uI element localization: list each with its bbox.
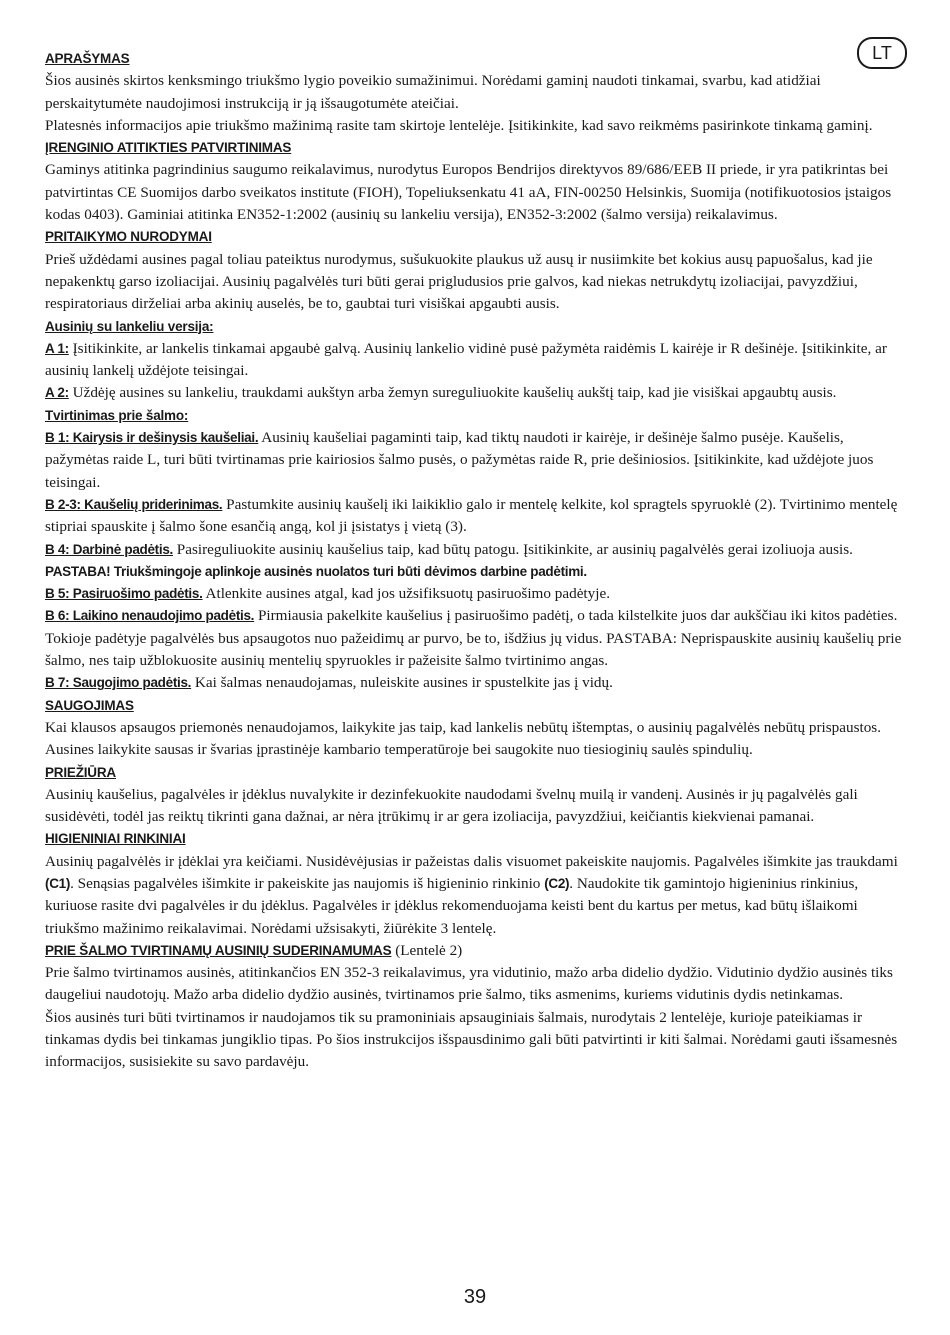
step-label: B 2-3: Kaušelių priderinimas.: [45, 496, 223, 512]
heading-suffix: (Lentelė 2): [391, 941, 463, 959]
step-text: Ausinių kaušeliai pagaminti taip, kad tiktų naudoti ir kairėje, ir dešinėje šalmo pusėje. Kaušelis, pažymėtas raide L, turi būti tvirtinamas prie kairiosios šalmo pusės, o pažymėtas raide R, prie dešiniosios. Įsitikinkite, kad uždėjote juos teisingai.: [45, 429, 874, 491]
heading-helmet-compatibility: PRIE ŠALMO TVIRTINAMŲ AUSINIŲ SUDERINAMUMAS: [45, 942, 392, 958]
step-b4: [45, 539, 910, 584]
paragraph: [45, 851, 910, 940]
figure-ref-c2: (C2): [544, 875, 570, 891]
step-text: Pasireguliuokite ausinių kaušelius taip, kad būtų patogu. Įsitikinkite, ar ausinių pagalvėlės gerai izoliuoja ausis.: [172, 540, 853, 558]
step-text: Atlenkite ausines atgal, kad jos užsifiksuotų pasiruošimo padėtyje.: [202, 585, 611, 603]
step-label: B 1: Kairysis ir dešinysis kaušeliai.: [45, 430, 259, 446]
step-label: B 7: Saugojimo padėtis.: [45, 675, 192, 691]
step-text: Uždėję ausines su lankeliu, traukdami aukštyn arba žemyn sureguliuokite kaušelių aukštį taip, kad jie visiškai apgaubtų ausis.: [68, 384, 837, 402]
heading-storage: SAUGOJIMAS: [45, 697, 134, 713]
heading-conformity: ĮRENGINIO ATITIKTIES PATVIRTINIMAS: [45, 140, 292, 156]
step-a1: [45, 338, 910, 383]
heading-fitting-instructions: PRITAIKYMO NURODYMAI: [45, 229, 212, 245]
paragraph: Gaminys atitinka pagrindinius saugumo reikalavimus, nurodytus Europos Bendrijos direktyvos 89/686/EEB II priede, ir yra patikrintas bei patvirtintas CE Suomijos darbo sveikatos institute (FIOH), Topeliuksenkatu 41 aA, FIN-00250 Helsinkis, Suomija (notifikuotosios įstaigos kodas 0403). Gaminiai atitinka EN352-1:2002 (ausinių su lankeliu versija), EN352-3:2002 (šalmo versija) reikalavimus.: [45, 161, 892, 224]
step-label: B 4: Darbinė padėtis.: [45, 541, 173, 557]
step-b1: [45, 427, 910, 494]
step-text: Pastumkite ausinių kaušelį iki laikiklio galo ir mentelę kelkite, kol spragtels spyruoklė (2). Tvirtinimo mentelę stipriai spauskite į šalmo šone esančią angą, kol ji įsistatys į vietą (3).: [45, 495, 898, 536]
step-b2-3: [45, 494, 910, 539]
step-label: A 1:: [45, 340, 69, 356]
paragraph: Šios ausinės turi būti tvirtinamos ir naudojamos tik su pramoniniais apsauginiais šalmais, nurodytais 2 lentelėje, kurioje pateikiamas ir tinkamas dydis bei tinkamas jungiklio tipas. Po šios instrukcijos išspausdinimo gali būti patvirtinti ir kiti šalmai. Norėdami gauti išsamesnės informacijos, susisiekite su savo pardavėju.: [45, 1008, 898, 1071]
subheading-helmet-attachment: Tvirtinimas prie šalmo:: [45, 407, 189, 423]
document-body: [45, 48, 910, 1074]
step-label: B 5: Pasiruošimo padėtis.: [45, 586, 203, 602]
subheading-headband-version: Ausinių su lankeliu versija:: [45, 318, 214, 334]
step-text: Įsitikinkite, ar lankelis tinkamai apgaubė galvą. Ausinių lankelio vidinė pusė pažymėta raidėmis L kairėje ir R dešinėje. Įsitikinkite, ar ausinių lankelį uždėjote teisingai.: [45, 339, 887, 380]
paragraph: Prie šalmo tvirtinamos ausinės, atitinkančios EN 352-3 reikalavimus, yra vidutinio, mažo arba didelio dydžio. Vidutinio dydžio ausinės tiks daugeliui naudotojų. Mažo arba didelio dydžio ausinės, tvirtinamos prie šalmo, tiks asmenims, kuriems vidutinis dydis netinkamas.: [45, 964, 893, 1004]
step-text: Kai šalmas nenaudojamas, nuleiskite ausines ir spustelkite jas į vidų.: [191, 674, 613, 692]
language-badge: LT: [857, 37, 907, 69]
step-b7: [45, 672, 910, 694]
heading-maintenance: PRIEŽIŪRA: [45, 764, 116, 780]
step-b5: [45, 583, 910, 605]
heading-hygiene-kits: HIGIENINIAI RINKINIAI: [45, 831, 186, 847]
text-run: . Naudokite tik gamintojo higieninius rinkinius, kuriuose rasite dvi pagalvėles ir du įdėklus. Pagalvėles ir įdėklus rekomenduojama keisti bent du kartus per metus, kad būtų išlaikomi triukšmo mažinimo reikalavimai. Norėdami užsisakyti, žiūrėkite 3 lentelę.: [45, 874, 859, 937]
paragraph: Prieš uždėdami ausines pagal toliau pateiktus nurodymus, sušukuokite plaukus už ausų ir nusiimkite bet kokius ausų papuošalus, kad jie nepakenktų garso izoliacijai. Ausinių pagalvėlės turi būti gerai prigludusios prie galvos, kad niekas netrukdytų izoliacijai, pavyzdžiui, respiratoriaus dirželiai arba akinių auselės, be to, gaubtai turi visiškai apgaubti ausis.: [45, 250, 873, 313]
step-a2: [45, 382, 910, 404]
heading-helmet-compatibility-row: [45, 940, 910, 962]
paragraph: Platesnės informacijos apie triukšmo mažinimą rasite tam skirtoje lentelėje. Įsitikinkite, kad savo reikmėms pasirinkote tinkamą gaminį.: [45, 116, 873, 134]
step-label: A 2:: [45, 385, 69, 401]
step-b6: [45, 605, 910, 672]
text-run: Ausinių pagalvėlės ir įdėklai yra keičiami. Nusidėvėjusias ir pažeistas dalis visuomet pakeiskite naujomis. Pagalvėles išimkite jas traukdami: [45, 852, 898, 870]
page-number: 39: [463, 1286, 487, 1308]
paragraph: Kai klausos apsaugos priemonės nenaudojamos, laikykite jas taip, kad lankelis nebūtų ištemptas, o ausinių pagalvėlės nebūtų prispaustos. Ausines laikykite sausas ir švarias įprastinėje kambario temperatūroje bei saugokite nuo tiesioginių saulės spindulių.: [45, 718, 881, 759]
heading-description: APRAŠYMAS: [45, 51, 130, 66]
text-run: . Senąsias pagalvėles išimkite ir pakeiskite jas naujomis iš higieninio rinkinio: [70, 874, 545, 892]
figure-ref-c1: (C1): [45, 875, 71, 891]
warning-note: PASTABA! Triukšmingoje aplinkoje ausinės nuolatos turi būti dėvimos darbine padėtimi.: [45, 563, 587, 579]
paragraph: Ausinių kaušelius, pagalvėles ir įdėklus nuvalykite ir dezinfekuokite naudodami švelnų muilą ir vandenį. Ausinės ir jų pagalvėlės gali susidėvėti, todėl jas reiktų tikrinti gana dažnai, ar nėra įtrūkimų ir ar gera izoliacija, pavyzdžiui, keičiantis kiekvienai pamanai.: [45, 785, 858, 826]
step-label: B 6: Laikino nenaudojimo padėtis.: [45, 608, 255, 624]
paragraph: Šios ausinės skirtos kenksmingo triukšmo lygio poveikio sumažinimui. Norėdami gaminį naudoti tinkamai, svarbu, kad atidžiai perskaitytumėte naudojimosi instrukciją ir ją išsaugotumėte ateičiai.: [45, 72, 821, 112]
step-text: Pirmiausia pakelkite kaušelius į pasiruošimo padėtį, o tada kilstelkite juos dar aukščiau iki kitos padėties. Tokioje padėtyje pagalvėlės bus apsaugotos nuo pažeidimų ar purvo, be to, išdžius jų vidus. PASTABA: Neprispauskite ausinių kaušelių prie šalmo, nes taip užblokuosite ausinių mentelių spyruokles ir pažeisite šalmo tvirtinimo angas.: [45, 607, 902, 670]
